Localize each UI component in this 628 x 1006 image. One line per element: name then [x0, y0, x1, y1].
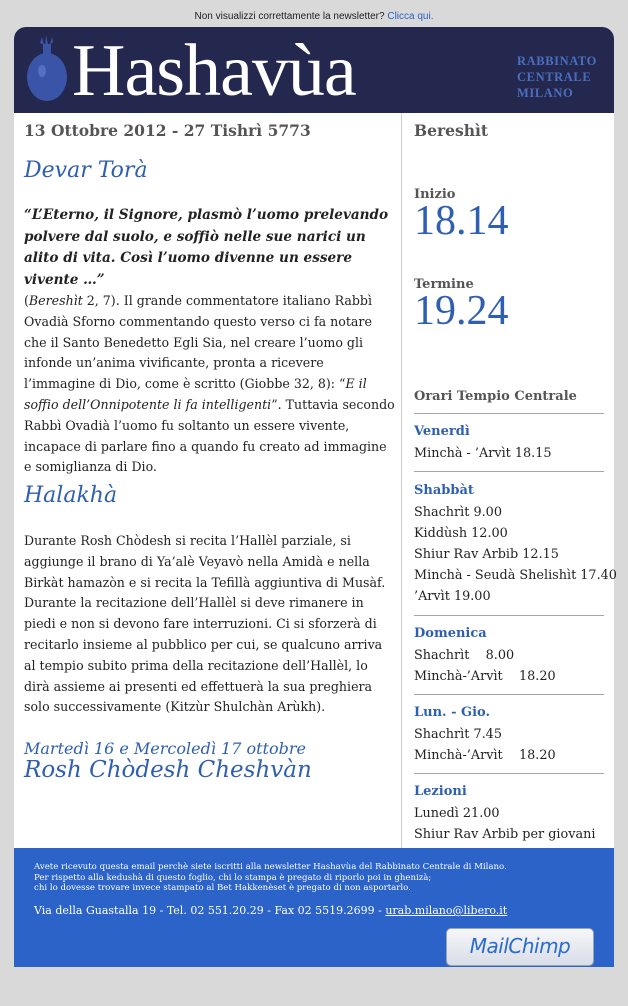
schedule-line: Shiur Rav Arbib 12.15	[414, 547, 559, 562]
divider-line	[414, 615, 604, 616]
lun-gio-heading: Lun. - Gio.	[414, 705, 491, 720]
termine-time: 19.24	[414, 288, 509, 334]
divider-line	[414, 413, 604, 414]
divider-line	[414, 694, 604, 695]
schedule-line: Lunedì 21.00	[414, 806, 500, 821]
schedule-line: Minchà-’Arvìt 18.20	[414, 748, 556, 763]
divider-line	[414, 471, 604, 472]
schedule-line: Minchà-’Arvìt 18.20	[414, 669, 556, 684]
shabbat-heading: Shabbàt	[414, 483, 474, 498]
schedule-line: Shachrìt 9.00	[414, 505, 502, 520]
schedule-line: Shachrìt 8.00	[414, 648, 515, 663]
newsletter-brand: Hashavùa	[72, 30, 356, 112]
halakha-text: Durante Rosh Chòdesh si recita l’Hallèl parziale, si aggiunge il brano di Ya’alè Veyavò nella Amidà e nella Birkàt hamazòn e si recita la Tefillà aggiuntiva di Musàf. Durante la recitazione dell’Hallèl si deve rimanere in piedi e non si devono fare interruzioni. Ci si sforzerà di recitarlo insieme al pubblico per cui, se qualcuno arriva al tempio subito prima della recitazione dell’Hallèl, lo dirà assieme ai presenti ed effettuerà la sua preghiera solo successivamente (Kitzùr Shulchàn Arùkh).	[24, 533, 386, 715]
view-online-notice	[0, 0, 628, 28]
schedule-line: Minchà - Seudà Shelishìt 17.40	[414, 568, 617, 583]
inizio-time: 18.14	[414, 198, 509, 244]
issue-date: 13 Ottobre 2012 - 27 Tishrì 5773	[24, 121, 311, 140]
inizio-label: Inizio	[414, 187, 456, 202]
lezioni-heading: Lezioni	[414, 784, 467, 799]
schedule-line: Shiur Rav Arbib per giovani	[414, 827, 596, 842]
rosh-chodesh-title: Rosh Chòdesh Cheshvàn	[24, 757, 312, 783]
schedule-line: ’Arvìt 19.00	[414, 589, 491, 604]
pomegranate-icon	[24, 33, 68, 109]
termine-label: Termine	[414, 277, 474, 292]
footer-address: Via della Guastalla 19 - Tel. 02 551.20.29 - Fax 02 5519.2699 - urab.milano@libero.it	[34, 904, 508, 917]
orari-heading: Orari Tempio Centrale	[414, 389, 577, 404]
organization-name: RABBINATO CENTRALE MILANO	[517, 54, 597, 100]
newsletter-footer	[14, 848, 614, 967]
mailchimp-badge[interactable]	[446, 928, 594, 966]
rosh-chodesh-date: Martedì 16 e Mercoledì 17 ottobre	[24, 739, 306, 758]
footer-notice: Avete ricevuto questa email perchè siete iscritti alla newsletter Hashavùa del Rabbinato Centrale di Milano. Per rispetto alla kedushà di questo foglio, chi lo stampa è pregato di riporlo poi in ghenizà; chi lo dovesse trovare invece stampato al Bet Hakkenèset è pregato di non asportarlo.	[34, 862, 507, 893]
devar-tora-quote: “L’Eterno, il Signore, plasmò l’uomo prelevando polvere dal suolo, e soffiò nelle sue narici un alito di vita. Così l’uomo divenne un essere vivente …”	[24, 207, 389, 288]
newsletter-card	[14, 27, 617, 967]
devar-tora-text: “L’Eterno, il Signore, plasmò l’uomo prelevando polvere dal suolo, e soffiò nelle sue narici un alito di vita. Così l’uomo divenne un essere vivente …” (Bereshìt 2, 7). Il grande commentatore italiano Rabbì Ovadià Sforno commentando questo verso ci fa notare che il Santo Benedetto Egli Sia, nel creare l’uomo gli infonde un’anima vivificante, pronta a ricevere l’immagine di Dio, come è scritto (Giobbe 32, 8): “E il soffio dell’Onnipotente li fa intelligenti”. Tuttavia secondo Rabbì Ovadià l’uomo fu soltanto un essere vivente, incapace di parlare fino a quando fu creato ad immagine e somiglianza di Dio.	[24, 207, 395, 475]
email-link[interactable]: urab.milano@libero.it	[385, 904, 508, 917]
venerdi-heading: Venerdì	[414, 424, 470, 439]
view-online-link[interactable]: Clicca qui.	[387, 11, 434, 22]
mailchimp-logo: MailChimp	[469, 934, 571, 958]
schedule-line: Shachrìt 7.45	[414, 727, 502, 742]
newsletter-body	[14, 113, 617, 848]
column-divider	[401, 113, 402, 848]
schedule-line: Kiddùsh 12.00	[414, 526, 508, 541]
domenica-heading: Domenica	[414, 626, 487, 641]
parasha-name: Bereshìt	[414, 121, 489, 140]
devar-tora-heading: Devar Torà	[24, 158, 148, 183]
view-online-text: Non visualizzi correttamente la newsletter?	[194, 11, 385, 22]
newsletter-header	[14, 27, 614, 113]
schedule-line: Minchà - ’Arvìt 18.15	[414, 446, 552, 461]
divider-line	[414, 773, 604, 774]
halakha-heading: Halakhà	[24, 483, 118, 508]
